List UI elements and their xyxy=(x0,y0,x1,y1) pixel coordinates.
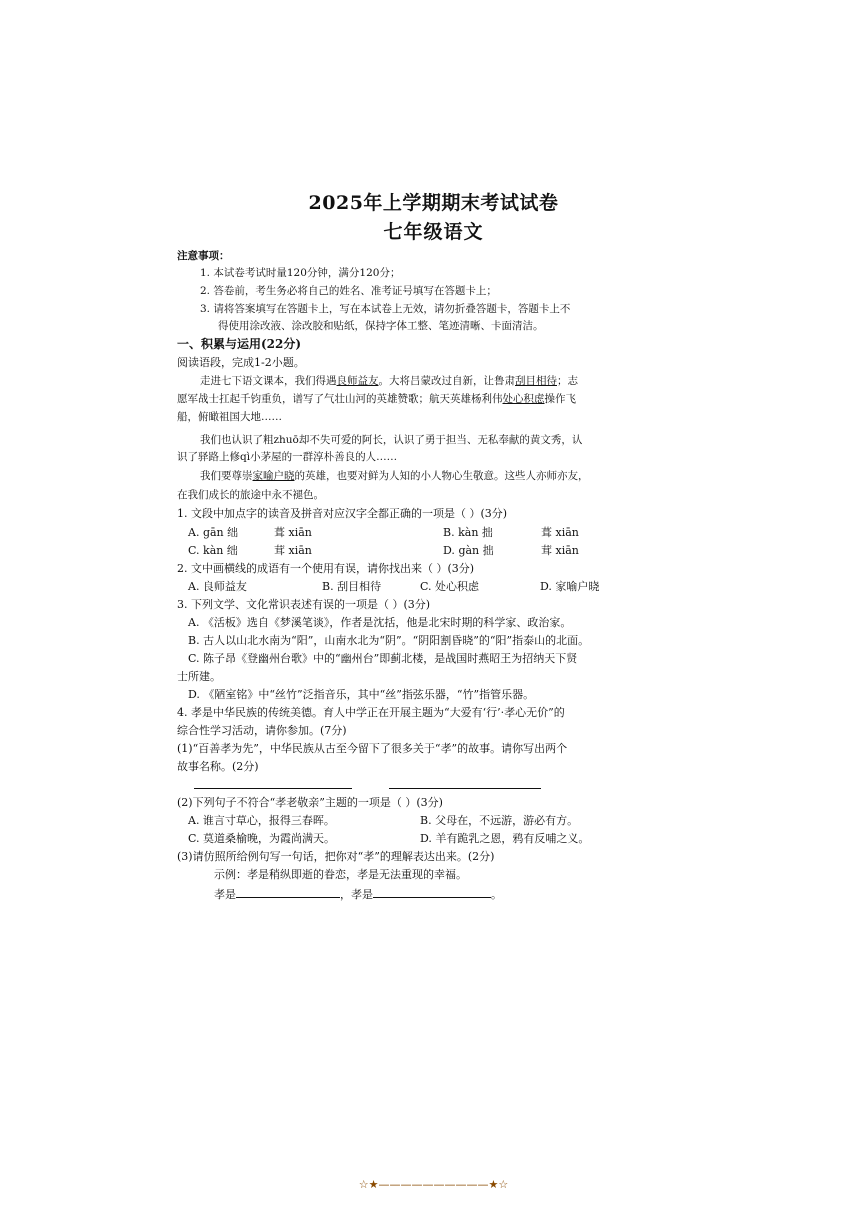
footer-decoration: ☆★——————————★☆ xyxy=(358,1178,509,1191)
passage-p1-line3: 船，俯瞰祖国大地…… xyxy=(177,411,282,423)
answer-line-1[interactable] xyxy=(194,787,352,789)
q4-sub3-stem: (3)请仿照所给例句写一句话，把你对“孝”的理解表达出来。(2分) xyxy=(177,850,495,863)
q1-option-a[interactable]: A. gān 绌 葺 xiān xyxy=(188,526,312,539)
q2-option-a[interactable]: A. 良师益友 xyxy=(188,580,247,593)
notice-item-3: 3. 请将答案填写在答题卡上，写在本试卷上无效，请勿折叠答题卡，答题卡上不 xyxy=(200,303,571,315)
q2-option-d[interactable]: D. 家喻户晓 xyxy=(540,580,600,593)
notice-item-1: 1. 本试卷考试时量120分钟，满分120分； xyxy=(200,267,401,279)
answer-line-2[interactable] xyxy=(389,787,541,789)
notice-item-2: 2. 答卷前，考生务必将自己的姓名、准考证号填写在答题卡上； xyxy=(200,285,497,297)
q3-option-c[interactable]: C. 陈子昂《登幽州台歌》中的“幽州台”即蓟北楼，是战国时燕昭王为招纳天下贤 xyxy=(188,652,578,665)
q4-sub2-option-c[interactable]: C. 莫道桑榆晚，为霞尚满天。 xyxy=(188,832,336,845)
q4-sub1-line2: 故事名称。(2分) xyxy=(177,760,259,773)
q1-stem: 1. 文段中加点字的读音及拼音对应汉字全都正确的一项是（ ）(3分) xyxy=(177,507,508,520)
reading-intro: 阅读语段，完成1-2小题。 xyxy=(177,356,305,369)
q4-sub2-option-d[interactable]: D. 羊有跪乳之恩，鸦有反哺之义。 xyxy=(420,832,590,845)
passage-p3-line1: 我们要尊崇家喻户晓的英雄，也要对鲜为人知的小人物心生敬意。这些人亦师亦友， xyxy=(200,470,589,482)
passage-p1-line2: 愿军战士扛起千钧重负，谱写了气壮山河的英雄赞歌；航天英雄杨利伟处心积虑操作飞 xyxy=(177,393,576,405)
q1-option-b[interactable]: B. kàn 拙 葺 xiān xyxy=(443,526,579,539)
q3-option-c-cont: 士所建。 xyxy=(177,670,221,683)
exam-title: 2025年上学期期末考试试卷 xyxy=(308,192,559,214)
q4-sub2-option-b[interactable]: B. 父母在，不远游，游必有方。 xyxy=(420,814,579,827)
exam-subtitle: 七年级语文 xyxy=(383,221,484,243)
q4-sub2-option-a[interactable]: A. 谁言寸草心，报得三春晖。 xyxy=(188,814,335,827)
idiom-1: 良师益友 xyxy=(336,375,379,387)
notice-heading: 注意事项： xyxy=(177,250,230,262)
q4-stem-2: 综合性学习活动，请你参加。(7分) xyxy=(177,724,347,737)
fill-blank-2[interactable] xyxy=(373,886,491,898)
section-heading: 一、积累与运用(22分) xyxy=(177,337,302,351)
q4-sub2-stem: (2)下列句子不符合“孝老敬亲”主题的一项是（ ）(3分) xyxy=(177,796,443,809)
notice-item-3-cont: 得使用涂改液、涂改胶和贴纸，保持字体工整、笔迹清晰、卡面清洁。 xyxy=(218,320,544,332)
q2-option-b[interactable]: B. 刮目相待 xyxy=(322,580,382,593)
q4-sub3-fill: 孝是 ，孝是 。 xyxy=(214,888,502,901)
q3-option-d[interactable]: D. 《陋室铭》中“丝竹”泛指音乐，其中“丝”指弦乐器，“竹”指管乐器。 xyxy=(188,688,535,701)
idiom-3: 处心积虑 xyxy=(502,393,545,405)
passage-p2-line1: 我们也认识了粗zhuō却不失可爱的阿长，认识了勇于担当、无私奉献的黄文秀，认 xyxy=(200,434,583,446)
q2-option-c[interactable]: C. 处心积虑 xyxy=(420,580,480,593)
fill-blank-1[interactable] xyxy=(236,886,340,898)
passage-p2-line2: 识了驿路上修qì小茅屋的一群淳朴善良的人…… xyxy=(177,451,398,463)
q4-sub1-line1: (1)“百善孝为先”，中华民族从古至今留下了很多关于“孝”的故事。请你写出两个 xyxy=(177,742,568,755)
q4-stem-1: 4. 孝是中华民族的传统美德。育人中学正在开展主题为“大爱有‘行’·孝心无价”的 xyxy=(177,706,565,719)
idiom-4: 家喻户晓 xyxy=(252,470,295,482)
q3-option-a[interactable]: A. 《活板》选自《梦溪笔谈》，作者是沈括，他是北宋时期的科学家、政治家。 xyxy=(188,616,572,629)
q1-option-d[interactable]: D. gàn 拙 茸 xiān xyxy=(443,544,579,557)
q4-sub3-example: 示例：孝是稍纵即逝的眷恋，孝是无法重现的幸福。 xyxy=(214,868,467,881)
q2-stem: 2. 文中画横线的成语有一个使用有误，请你找出来（ ）(3分) xyxy=(177,562,475,575)
passage-p1-line1: 走进七下语文课本，我们得遇良师益友。大将吕蒙改过自新，让鲁肃刮目相待；志 xyxy=(200,375,578,387)
q3-stem: 3. 下列文学、文化常识表述有误的一项是（ ）(3分) xyxy=(177,598,431,611)
q3-option-b[interactable]: B. 古人以山北水南为“阳”，山南水北为“阴”。“阴阳割昏晓”的“阳”指泰山的北面。 xyxy=(188,634,590,647)
q1-option-c[interactable]: C. kàn 绌 茸 xiān xyxy=(188,544,312,557)
passage-p3-line2: 在我们成长的旅途中永不褪色。 xyxy=(177,489,324,501)
idiom-2: 刮目相待 xyxy=(515,375,557,387)
